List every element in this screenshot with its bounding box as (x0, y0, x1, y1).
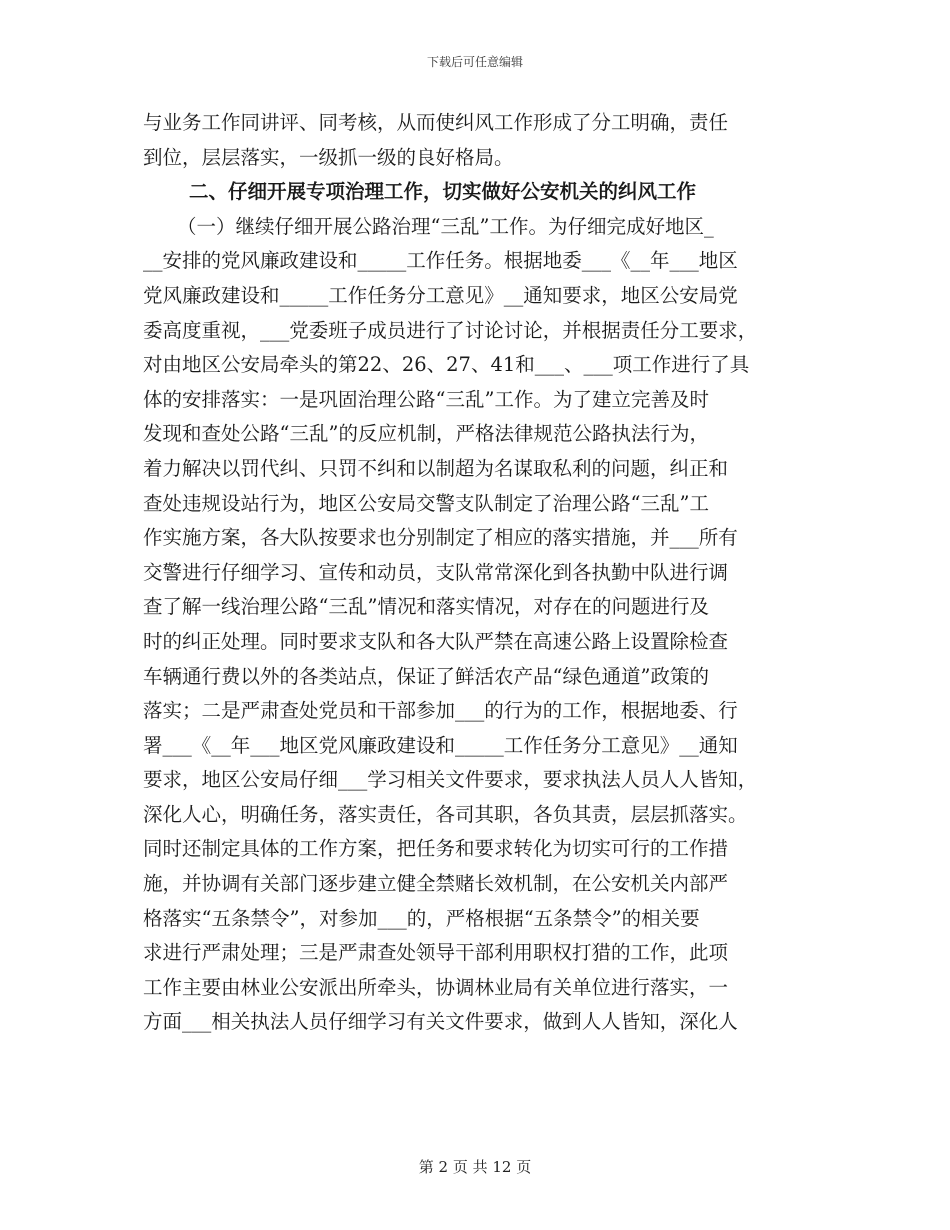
body-line: 查处违规设站行为，地区公安局交警支队制定了治理公路“三乱”工 (143, 491, 709, 515)
body-line: 着力解决以罚代纠、只罚不纠和以制超为名谋取私利的问题，纠正和 (143, 456, 729, 480)
body-line: （一）继续仔细开展公路治理“三乱”工作。为仔细完成好地区_ (177, 214, 714, 238)
body-line: 与业务工作同讲评、同考核，从而使纠风工作形成了分工明确，责任 (143, 111, 729, 134)
body-line: 作实施方案，各大队按要求也分别制定了相应的落实措施，并___所有 (143, 526, 738, 550)
body-line: 施，并协调有关部门逐步建立健全禁赌长效机制，在公安机关内部严 (143, 872, 729, 896)
page-number: 第 2 页 共 12 页 (418, 1158, 532, 1176)
body-line: 同时还制定具体的工作方案，把任务和要求转化为切实可行的工作措 (143, 837, 729, 861)
body-line: 求进行严肃处理；三是严肃查处领导干部利用职权打猎的工作，此项 (143, 941, 729, 965)
body-line: 党风廉政建设和_____工作任务分工意见》__通知要求，地区公安局党 (143, 283, 738, 307)
body-line: __安排的党风廉政建设和_____工作任务。根据地委___《__年___地区 (143, 249, 738, 273)
body-line: 格落实“五条禁令”，对参加___的，严格根据“五条禁令”的相关要 (143, 906, 700, 930)
body-line: 对由地区公安局牵头的第22、26、27、41和___、___项工作进行了具 (143, 353, 750, 377)
body-line: 车辆通行费以外的各类站点，保证了鲜活农产品“绿色通道”政策的 (143, 664, 709, 688)
body-line: 到位，层层落实，一级抓一级的良好格局。 (143, 145, 514, 169)
body-line: 工作主要由林业公安派出所牵头，协调林业局有关单位进行落实，一 (143, 975, 729, 999)
body-line: 发现和查处公路“三乱”的反应机制，严格法律规范公路执法行为， (143, 422, 709, 446)
body-line: 要求，地区公安局仔细___学习相关文件要求，要求执法人员人人皆知， (143, 768, 758, 792)
body-line: 方面___相关执法人员仔细学习有关文件要求，做到人人皆知，深化人 (143, 1010, 738, 1034)
body-line: 深化人心，明确任务，落实责任，各司其职，各负其责，层层抓落实。 (143, 802, 748, 826)
body-line: 落实；二是严肃查处党员和干部参加___的行为的工作，根据地委、行 (143, 699, 738, 723)
page-header: 下载后可任意编辑 (426, 55, 523, 69)
body-line: 时的纠正处理。同时要求支队和各大队严禁在高速公路上设置除检查 (143, 629, 729, 653)
body-line: 查了解一线治理公路“三乱”情况和落实情况，对存在的问题进行及 (143, 595, 709, 619)
document-body (143, 106, 811, 1040)
section-heading: 二、仔细开展专项治理工作，切实做好公安机关的纠风工作 (189, 180, 697, 204)
body-line: 署___《__年___地区党风廉政建设和_____工作任务分工意见》__通知 (143, 733, 738, 757)
body-line: 委高度重视，___党委班子成员进行了讨论讨论，并根据责任分工要求， (143, 318, 758, 342)
body-line: 体的安排落实：一是巩固治理公路“三乱”工作。为了建立完善及时 (143, 387, 709, 411)
body-line: 交警进行仔细学习、宣传和动员，支队常常深化到各执勤中队进行调 (143, 560, 729, 584)
